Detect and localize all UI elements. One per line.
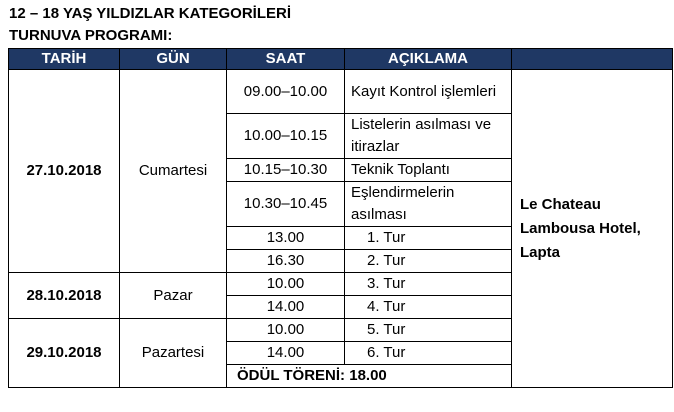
time-cell: 10.30–10.45 bbox=[227, 182, 345, 227]
day-cell: Pazar bbox=[120, 273, 227, 319]
description-cell: Eşlendirmelerin asılması bbox=[345, 182, 512, 227]
date-cell: 27.10.2018 bbox=[9, 70, 120, 273]
title-line-1: 12 – 18 YAŞ YILDIZLAR KATEGORİLERİ bbox=[9, 5, 292, 22]
date-cell: 28.10.2018 bbox=[9, 273, 120, 319]
time-cell: 10.00 bbox=[227, 319, 345, 342]
header-description: AÇIKLAMA bbox=[345, 49, 512, 70]
time-cell: 13.00 bbox=[227, 227, 345, 250]
time-cell: 16.30 bbox=[227, 250, 345, 273]
header-date: TARİH bbox=[9, 49, 120, 70]
description-cell: 5. Tur bbox=[345, 319, 512, 342]
time-cell: 10.00–10.15 bbox=[227, 114, 345, 159]
title-line-2: TURNUVA PROGRAMI: bbox=[9, 27, 173, 44]
header-time: SAAT bbox=[227, 49, 345, 70]
table-header-row bbox=[9, 49, 673, 70]
header-day: GÜN bbox=[120, 49, 227, 70]
description-cell: Kayıt Kontrol işlemleri bbox=[345, 70, 512, 114]
description-cell: 6. Tur bbox=[345, 342, 512, 365]
description-cell: Listelerin asılması ve itirazlar bbox=[345, 114, 512, 159]
time-cell: 10.00 bbox=[227, 273, 345, 296]
day-cell: Cumartesi bbox=[120, 70, 227, 273]
day-cell: Pazartesi bbox=[120, 319, 227, 388]
tournament-schedule-table bbox=[8, 48, 673, 388]
date-cell: 29.10.2018 bbox=[9, 319, 120, 388]
venue-cell: Le Chateau Lambousa Hotel, Lapta bbox=[512, 70, 673, 388]
time-cell: 09.00–10.00 bbox=[227, 70, 345, 114]
award-ceremony-cell: ÖDÜL TÖRENİ: 18.00 bbox=[227, 365, 512, 388]
description-cell: 3. Tur bbox=[345, 273, 512, 296]
description-cell: 2. Tur bbox=[345, 250, 512, 273]
description-cell: Teknik Toplantı bbox=[345, 159, 512, 182]
time-cell: 14.00 bbox=[227, 342, 345, 365]
header-venue bbox=[512, 49, 673, 70]
description-cell: 1. Tur bbox=[345, 227, 512, 250]
time-cell: 10.15–10.30 bbox=[227, 159, 345, 182]
table-row bbox=[9, 70, 673, 114]
time-cell: 14.00 bbox=[227, 296, 345, 319]
description-cell: 4. Tur bbox=[345, 296, 512, 319]
